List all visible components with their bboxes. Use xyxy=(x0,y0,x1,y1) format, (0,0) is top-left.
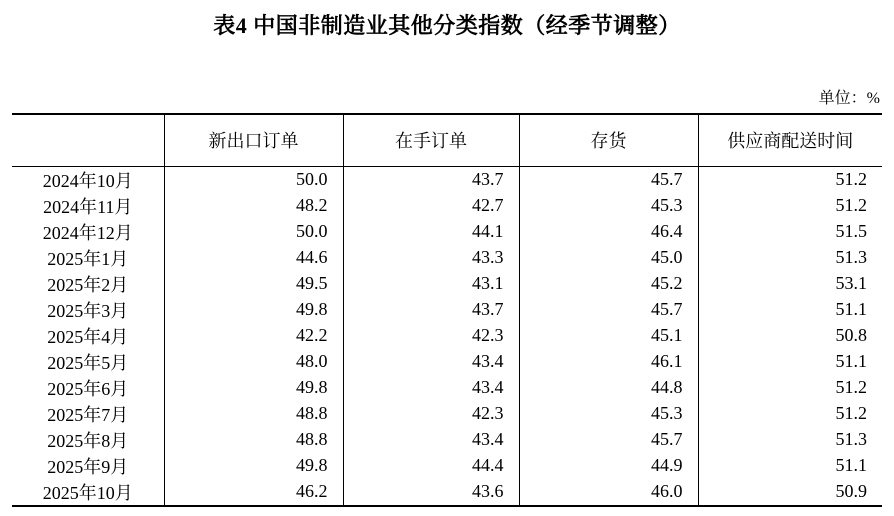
value-cell: 45.2 xyxy=(519,271,698,297)
value-cell: 45.0 xyxy=(519,245,698,271)
value-cell: 53.1 xyxy=(698,271,882,297)
header-cell-supplier-delivery-time: 供应商配送时间 xyxy=(698,114,882,166)
month-cell: 2025年5月 xyxy=(47,352,129,373)
table-row xyxy=(12,349,882,375)
table-row xyxy=(12,271,882,297)
month-cell: 2024年12月 xyxy=(42,222,133,243)
table-row xyxy=(12,453,882,479)
month-cell: 2025年10月 xyxy=(42,482,133,503)
value-cell: 45.7 xyxy=(519,297,698,323)
table-row xyxy=(12,297,882,323)
table-row xyxy=(12,323,882,349)
value-cell: 44.8 xyxy=(519,375,698,401)
value-cell: 51.2 xyxy=(698,193,882,219)
table-row xyxy=(12,401,882,427)
value-cell: 46.1 xyxy=(519,349,698,375)
month-cell: 2025年2月 xyxy=(47,274,129,295)
month-cell: 2024年10月 xyxy=(42,170,133,191)
value-cell: 51.2 xyxy=(698,401,882,427)
indices-table xyxy=(12,113,882,507)
value-cell: 43.4 xyxy=(343,427,519,453)
value-cell: 51.3 xyxy=(698,245,882,271)
value-cell: 45.3 xyxy=(519,401,698,427)
table-header xyxy=(12,114,882,166)
value-cell: 42.3 xyxy=(343,401,519,427)
value-cell: 43.6 xyxy=(343,479,519,506)
value-cell: 44.6 xyxy=(164,245,343,271)
value-cell: 44.4 xyxy=(343,453,519,479)
value-cell: 50.8 xyxy=(698,323,882,349)
value-cell: 46.4 xyxy=(519,219,698,245)
value-cell: 50.9 xyxy=(698,479,882,506)
table-row xyxy=(12,219,882,245)
value-cell: 45.7 xyxy=(519,166,698,193)
header-cell-new-export-orders: 新出口订单 xyxy=(164,114,343,166)
value-cell: 51.1 xyxy=(698,349,882,375)
value-cell: 50.0 xyxy=(164,166,343,193)
month-cell: 2025年1月 xyxy=(47,248,129,269)
month-cell: 2025年9月 xyxy=(47,456,129,477)
value-cell: 43.7 xyxy=(343,297,519,323)
month-cell: 2025年3月 xyxy=(47,300,129,321)
month-cell: 2025年6月 xyxy=(47,378,129,399)
value-cell: 43.3 xyxy=(343,245,519,271)
value-cell: 43.1 xyxy=(343,271,519,297)
value-cell: 48.0 xyxy=(164,349,343,375)
value-cell: 43.4 xyxy=(343,349,519,375)
value-cell: 43.7 xyxy=(343,166,519,193)
value-cell: 51.3 xyxy=(698,427,882,453)
value-cell: 46.2 xyxy=(164,479,343,506)
header-row xyxy=(12,114,882,166)
value-cell: 48.8 xyxy=(164,427,343,453)
value-cell: 49.5 xyxy=(164,271,343,297)
value-cell: 45.3 xyxy=(519,193,698,219)
value-cell: 44.9 xyxy=(519,453,698,479)
value-cell: 51.2 xyxy=(698,166,882,193)
table-row xyxy=(12,193,882,219)
value-cell: 48.8 xyxy=(164,401,343,427)
value-cell: 51.1 xyxy=(698,297,882,323)
value-cell: 51.1 xyxy=(698,453,882,479)
table-body xyxy=(12,166,882,506)
value-cell: 50.0 xyxy=(164,219,343,245)
month-cell: 2024年11月 xyxy=(43,196,133,217)
table-row xyxy=(12,427,882,453)
month-cell: 2025年4月 xyxy=(47,326,129,347)
table-row xyxy=(12,479,882,506)
value-cell: 45.1 xyxy=(519,323,698,349)
value-cell: 48.2 xyxy=(164,193,343,219)
table-row xyxy=(12,245,882,271)
month-cell: 2025年8月 xyxy=(47,430,129,451)
value-cell: 51.2 xyxy=(698,375,882,401)
value-cell: 49.8 xyxy=(164,297,343,323)
header-cell-inventory: 存货 xyxy=(519,114,698,166)
value-cell: 44.1 xyxy=(343,219,519,245)
header-cell-month xyxy=(12,114,164,166)
value-cell: 51.5 xyxy=(698,219,882,245)
page-title: 表4 中国非制造业其他分类指数（经季节调整） xyxy=(213,13,681,38)
value-cell: 45.7 xyxy=(519,427,698,453)
value-cell: 49.8 xyxy=(164,375,343,401)
value-cell: 46.0 xyxy=(519,479,698,506)
value-cell: 42.3 xyxy=(343,323,519,349)
table-row xyxy=(12,166,882,193)
table-row xyxy=(12,375,882,401)
header-cell-orders-on-hand: 在手订单 xyxy=(343,114,519,166)
unit-label: 单位：% xyxy=(818,90,880,107)
value-cell: 42.2 xyxy=(164,323,343,349)
value-cell: 43.4 xyxy=(343,375,519,401)
value-cell: 49.8 xyxy=(164,453,343,479)
month-cell: 2025年7月 xyxy=(47,404,129,425)
value-cell: 42.7 xyxy=(343,193,519,219)
